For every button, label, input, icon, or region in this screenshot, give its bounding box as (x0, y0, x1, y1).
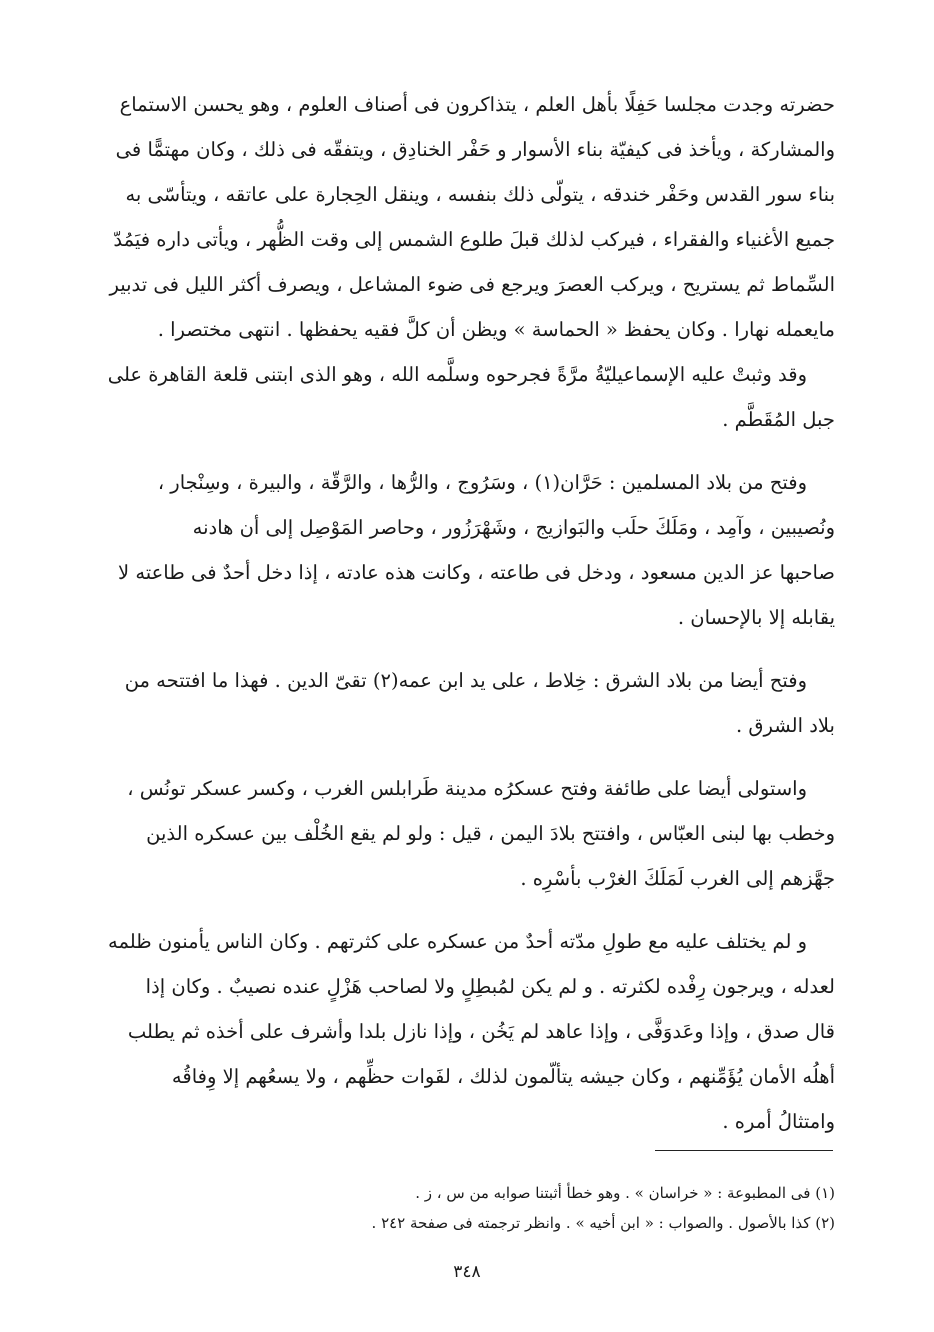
text-line: و لم يختلف عليه مع طولِ مدّته أحدٌ من عسكره على كثرتهم . وكان الناس يأمنون ظلمه (107, 930, 807, 953)
paragraph-6 (95, 919, 835, 1144)
text-line: مايعمله نهارا . وكان يحفظ « الحماسة » ويظن أن كلَّ فقيه يحفظها . انتهى مختصرا . (157, 318, 835, 341)
text-line: قال صدق ، وإذا وعَدوَفَّى ، وإذا عاهد لم يَخُن ، وإذا نازل بلدا وأشرف على أخذه ثم يطلب (127, 1020, 835, 1043)
paragraph-5 (95, 766, 835, 901)
paragraph-4 (95, 658, 835, 748)
text-line: ونُصيبين ، وآمِد ، ومَلَكَ حلَب والبَوازيج ، وشَهْرَزُور ، وحاصر المَوْصِل إلى أن هادنه (192, 516, 835, 539)
text-line: وخطب بها لبنى العبّاس ، وافتتح بلادَ اليمن ، قيل : ولو لم يقع الخُلْف بين عسكره الذين (146, 822, 835, 845)
paragraph-3 (95, 460, 835, 640)
text-line: بلاد الشرق . (736, 714, 835, 737)
footnote-2: (٢) كذا بالأصول . والصواب : « ابن أخيه » . وانظر ترجمته فى صفحة ٢٤٢ . (371, 1214, 835, 1232)
footnote-divider (655, 1150, 833, 1151)
text-line: لعدله ، ويرجون رِفْده لكثرته . و لم يكن لمُبطِلٍ ولا لصاحب هَزْلٍ عنده نصيبٌ . وكان إذا (145, 975, 835, 998)
footnotes (95, 1178, 835, 1238)
text-line: جهَّزهم إلى الغرب لَمَلَكَ الغرْب بأسْرِه . (520, 867, 835, 890)
footnote-1: (١) فى المطبوعة : « خراسان » . وهو خطأ أثبتنا صوابه من س ، ز . (415, 1184, 835, 1202)
text-line: وفتح أيضا من بلاد الشرق : خِلاط ، على يد ابن عمه(٢) تقىّ الدين . فهذا ما افتتحه من (124, 669, 807, 692)
text-line: والمشاركة ، ويأخذ فى كيفيّة بناء الأسوار و حَفْر الخنادِق ، ويتفقّه فى ذلك ، وكان مهتمًّا فى (115, 138, 835, 161)
text-line: أهلُه الأمان يُؤَمِّنهم ، وكان جيشه يتألّمون لذلك ، لفَوات حظِّهم ، ولا يسعُهم إلا وِفاقُه (171, 1065, 835, 1088)
text-line: يقابله إلا بالإحسان . (677, 606, 835, 629)
text-line: صاحبها عز الدين مسعود ، ودخل فى طاعته ، وكانت هذه عادته ، إذا دخل أحدٌ فى طاعته لا (118, 561, 835, 584)
page-body (95, 82, 835, 1144)
paragraph-1 (95, 82, 835, 352)
text-line: حضرته وجدت مجلسا حَفِلًا بأهل العلم ، يتذاكرون فى أصناف العلوم ، وهو يحسن الاستماع (119, 93, 835, 116)
paragraph-2 (95, 352, 835, 442)
text-line: واستولى أيضا على طائفة وفتح عسكرُه مدينة طَرابلس الغرب ، وكسر عسكر تونُس ، (127, 777, 807, 800)
page-number: ٣٤٨ (453, 1262, 481, 1282)
text-line: جبل المُقَطَّم . (722, 408, 835, 431)
text-line: السِّماط ثم يستريح ، ويركب العصرَ ويرجع فى ضوء المشاعل ، ويصرف أكثر الليل فى تدبير (109, 273, 835, 296)
text-line: جميع الأغنياء والفقراء ، فيركب لذلك قبلَ طلوع الشمس إلى وقت الظُّهر ، ويأتى داره فيَمُدّ (113, 228, 835, 251)
text-line: وامتثالُ أمره . (722, 1110, 835, 1133)
text-line: وفتح من بلاد المسلمين : حَرَّان(١) ، وسَرُوج ، والرُّها ، والرَّقّة ، والبيرة ، وسِنْجار ، (157, 471, 807, 494)
text-line: وقد وثبتْ عليه الإسماعيليّةُ مرَّةً فجرحوه وسلَّمه الله ، وهو الذى ابتنى قلعة القاهرة على (107, 363, 807, 386)
text-line: بناء سور القدس وحَفْر خندقه ، يتولّى ذلك بنفسه ، وينقل الحِجارة على عاتقه ، ويتأسّى به (125, 183, 835, 206)
